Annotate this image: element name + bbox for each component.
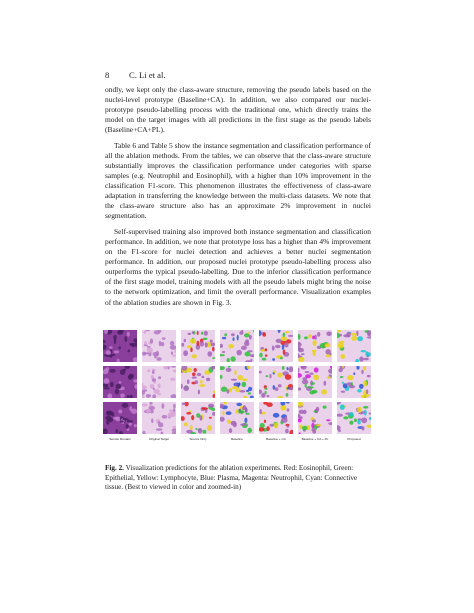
- figure-tile: [142, 366, 176, 398]
- running-head: C. Li et al.: [129, 70, 166, 80]
- figure-tile: [259, 330, 293, 362]
- figure-tile: [259, 402, 293, 434]
- figure-tile: [103, 366, 137, 398]
- figure-tile: [103, 330, 137, 362]
- column-label: Source Only: [189, 437, 207, 441]
- figure-tile: [181, 402, 215, 434]
- figure-tile: [337, 402, 371, 434]
- figure-tile: [220, 366, 254, 398]
- column-label: Original Target: [148, 437, 170, 441]
- column-label: Baseline: [231, 437, 243, 441]
- body-text: [105, 85, 371, 313]
- figure-tile: [142, 330, 176, 362]
- figure-tile: [103, 402, 137, 434]
- figure-tile: [337, 330, 371, 362]
- figure-column-labels: [103, 437, 373, 441]
- page-number: 8: [105, 70, 110, 80]
- figure-tile: [181, 366, 215, 398]
- caption-text: Visualization predictions for the ablation experiments. Red: Eosinophil, Green: Epithelial, Yellow: Lymphocyte, Blue: Plasma, Magenta: Neutrophil, Cyan: Connective tissue. (Best to viewed in color and zoomed-in): [105, 464, 358, 492]
- figure-tile: [142, 402, 176, 434]
- column-label: Source Domain: [109, 437, 131, 441]
- paragraph: Table 6 and Table 5 show the instance segmentation and classification performance of all the ablation methods. From the tables, we can observe that the class-aware structure substantially improves the classification performance under categories with sparse samples (e.g. Neutrophil and Eosinophil), with a higher than 10% improvement in the classification F1-score. This phenomenon illustrates the effectiveness of class-aware adaptation in transferring the knowledge between the multi-class datasets. We note that the class-aware structure also has an approximate 2% improvement in nuclei segmentation.: [105, 141, 371, 221]
- column-label: Baseline + CA + PL: [301, 437, 329, 441]
- column-label: Baseline + CA: [266, 437, 286, 441]
- paragraph: ondly, we kept only the class-aware structure, removing the pseudo labels based on the nuclei-level prototype (Baseline+CA). In addition, we also compared our nuclei-prototype pseudo-labelling process with the traditional one, which directly trains the model on the target images with all predictions in the first stage as the pseudo labels (Baseline+CA+PL).: [105, 85, 371, 135]
- figure-tile: [337, 366, 371, 398]
- figure-tile: [220, 330, 254, 362]
- figure-tile: [181, 330, 215, 362]
- figure-tile: [298, 330, 332, 362]
- column-label: Proposed: [347, 437, 361, 441]
- paragraph: Self-supervised training also improved both instance segmentation and classification performance. In addition, we note that prototype loss has a higher than 4% improvement on the F1-score for nuclei detection and achieves a better nuclei segmentation performance. In addition, our proposed nuclei prototype pseudo-labelling process also outperforms the typical pseudo-labelling. Due to the inferior classification performance of the first stage model, training models with all the pseudo labels might bring the noise to the network optimization, and limit the overall performance. Visualization examples of the ablation studies are shown in Fig. 3.: [105, 227, 371, 307]
- figure-tile: [298, 366, 332, 398]
- figure-image-grid: [103, 330, 373, 434]
- caption-label: Fig. 2.: [105, 464, 124, 472]
- figure-tile: [220, 402, 254, 434]
- figure-tile: [259, 366, 293, 398]
- ablation-figure: [103, 330, 373, 441]
- figure-tile: [298, 402, 332, 434]
- figure-caption: [105, 464, 371, 493]
